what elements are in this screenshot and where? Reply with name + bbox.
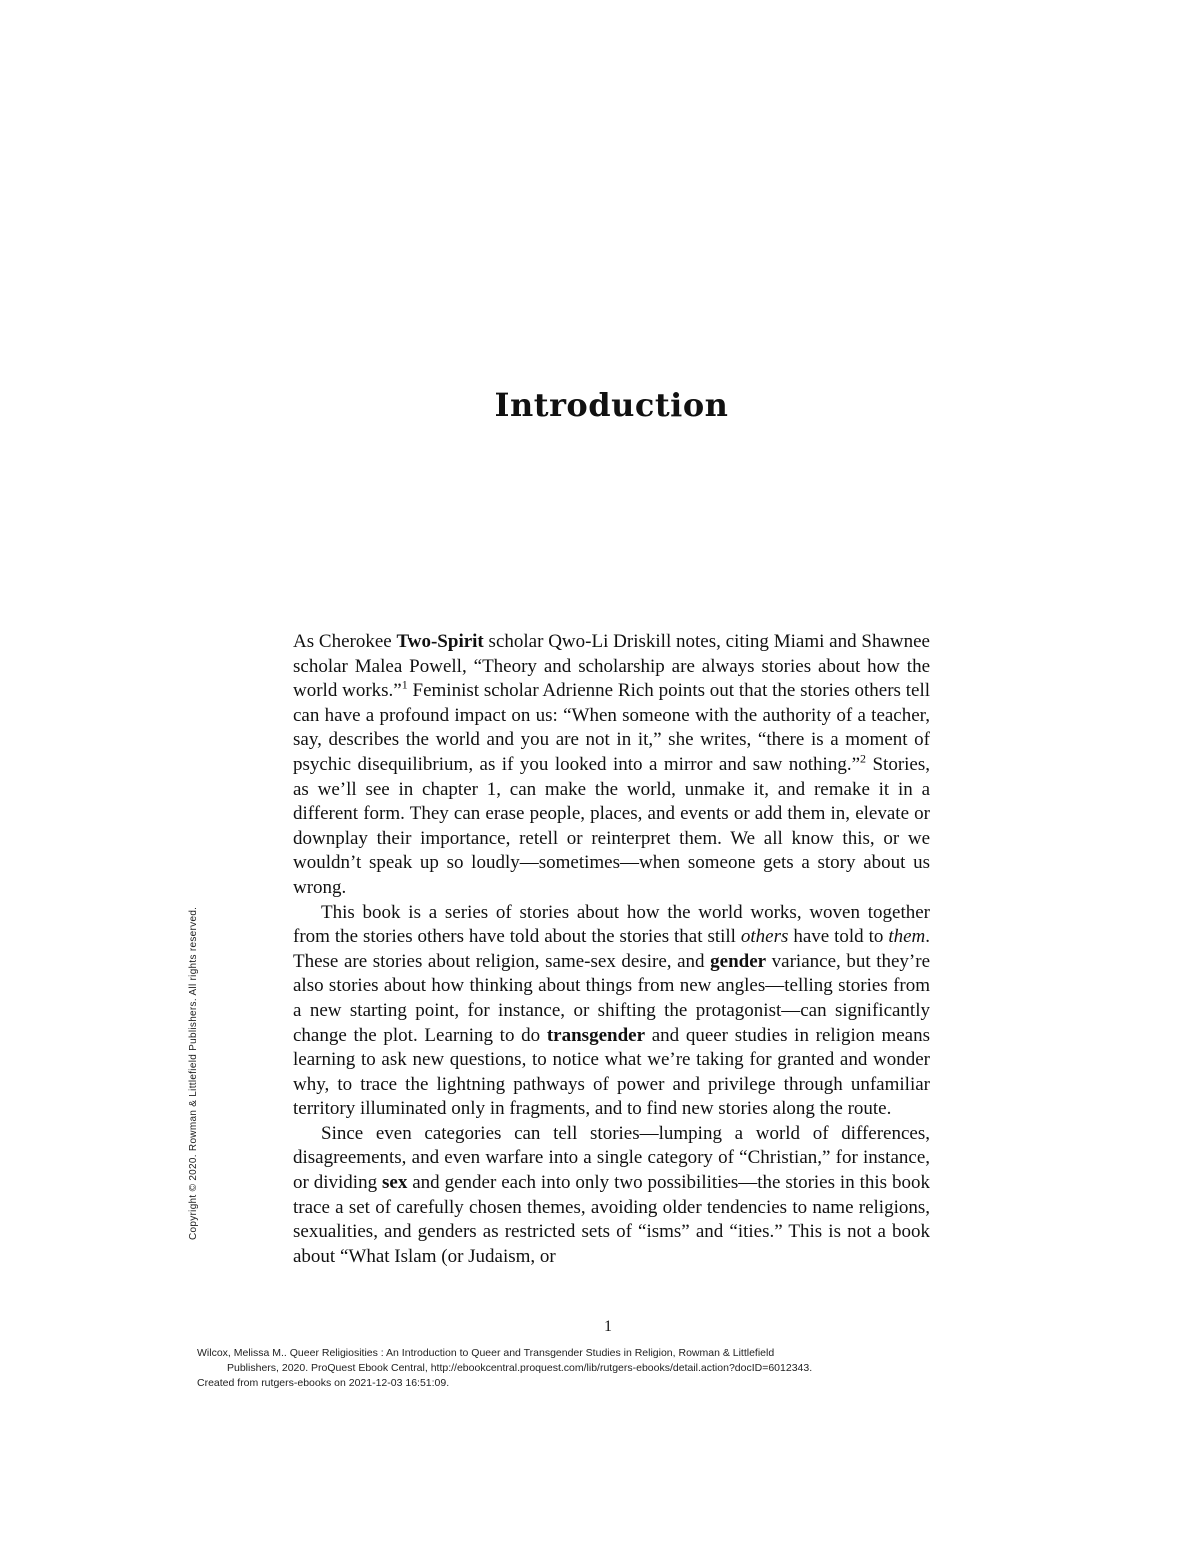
emphasis: others bbox=[740, 926, 789, 948]
glossary-term: sex bbox=[382, 1172, 408, 1194]
copyright-notice: Copyright © 2020. Rowman & Littlefield Publishers. All rights reserved. bbox=[188, 906, 199, 1240]
citation-line: Publishers, 2020. ProQuest Ebook Central, http://ebookcentral.proquest.com/lib/rutgers-ebooks/detail.action?docID=6012343. bbox=[227, 1362, 813, 1374]
text-run: and gender each into only two possibilities—the stories in this book trace a set of carefully chosen themes, avoiding older tendencies to name religions, sexualities, and genders as restricted sets of “isms” and “ities.” This is not a book about “What Islam (or Judaism, or bbox=[293, 1172, 930, 1267]
text-run: Stories, as we’ll see in chapter 1, can make the world, unmake it, and remake it in a different form. They can erase people, places, and events or add them in, elevate or downplay their importance, retell or reinterpret them. We all know this, or we wouldn’t speak up so loudly—sometimes—when someone gets a story about us wrong. bbox=[293, 753, 930, 898]
glossary-term: Two-Spirit bbox=[396, 631, 484, 652]
page-number: 1 bbox=[604, 1318, 612, 1335]
paragraph-2 bbox=[293, 901, 930, 1122]
text-run: Feminist scholar Adrienne Rich points out that the stories others tell can have a profound impact on us: “When someone with the authority of a teacher, say, describes the world and you are not in it,” she writes, “there is a moment of psychic disequilibrium, as if you looked into a mirror and saw nothing.” bbox=[293, 680, 931, 775]
citation-footer bbox=[197, 1346, 997, 1391]
glossary-term: gender bbox=[710, 950, 767, 972]
text-run: have told to bbox=[788, 926, 889, 948]
text-run: scholar Qwo-Li Driskill notes, citing Miami and Shawnee scholar Malea Powell, “Theory and scholarship are always stories about how the world works.” bbox=[293, 631, 930, 702]
text-run: As Cherokee bbox=[293, 631, 397, 652]
text-run: . These are stories about religion, same-sex desire, and bbox=[293, 926, 931, 972]
glossary-term: transgender bbox=[546, 1024, 645, 1046]
emphasis: them bbox=[888, 926, 926, 948]
text-run: This book is a series of stories about how the world works, woven together from the stories others have told about the stories that still bbox=[293, 901, 930, 948]
footnote-ref[interactable]: 1 bbox=[401, 677, 408, 692]
paragraph-3 bbox=[293, 1122, 930, 1270]
paragraph-1 bbox=[293, 630, 930, 901]
citation-line: Wilcox, Melissa M.. Queer Religiosities : An Introduction to Queer and Transgender Studies in Religion, Rowman & Littlefield bbox=[197, 1347, 775, 1359]
body-text bbox=[293, 630, 930, 1269]
chapter-title: Introduction bbox=[494, 386, 729, 424]
citation-line: Created from rutgers-ebooks on 2021-12-03 16:51:09. bbox=[197, 1377, 450, 1389]
text-run: Since even categories can tell stories—lumping a world of differences, disagreements, and even warfare into a single category of “Christian,” for instance, or dividing bbox=[293, 1122, 930, 1194]
text-run: and queer studies in religion means learning to ask new questions, to notice what we’re taking for granted and wonder why, to trace the lightning pathways of power and privilege through unfamiliar territory illuminated only in fragments, and to find new stories along the route. bbox=[293, 1024, 930, 1120]
footnote-ref[interactable]: 2 bbox=[860, 751, 867, 766]
text-run: variance, but they’re also stories about how thinking about things from new angles—telling stories from a new starting point, for instance, or shifting the protagonist—can significantly change the plot. Learning to do bbox=[293, 950, 930, 1046]
